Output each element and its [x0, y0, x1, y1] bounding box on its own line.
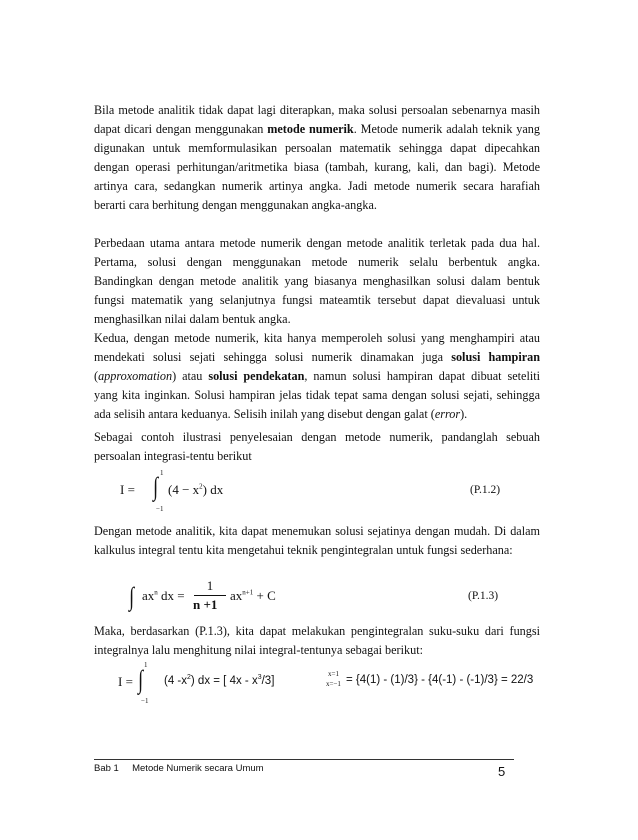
page-number: 5	[498, 764, 506, 779]
paragraph-6: Maka, berdasarkan (P.1.3), kita dapat melakukan pengintegralan suku-suku dari fungsi integralnya lalu menghitung nilai integral-tentunya sebagai berikut:	[94, 624, 540, 657]
eq3-lower-limit: −1	[141, 697, 149, 705]
paragraph-5: Dengan metode analitik, kita dapat menemukan solusi sejatinya dengan mudah. Di dalam kalkulus integral tentu kita mengetahui teknik pengintegralan untuk fungsi sederhana:	[94, 524, 540, 557]
eq1-lhs: I =	[120, 482, 135, 497]
paragraph-3-italic-1: approxomation	[98, 369, 173, 383]
eq2-lhs	[142, 588, 185, 604]
eq3-result: = {4(1) - (1)/3} - {4(-1) - (-1)/3} = 22/3	[346, 674, 534, 686]
fraction-bar	[194, 595, 226, 596]
eq3-eval-upper: x=1	[328, 670, 339, 678]
footer-divider	[94, 759, 514, 760]
eq3-body	[164, 674, 274, 687]
eq2-lhs-a: ax	[142, 588, 155, 603]
eq3-exponent-a: 2	[187, 674, 191, 681]
paragraph-1-bold: metode numerik	[267, 122, 354, 136]
eq3-part-b: ) dx = [ 4x - x	[190, 674, 258, 687]
integral-sign-icon: ∫	[138, 665, 144, 694]
paragraph-2: Perbedaan utama antara metode numerik dengan metode analitik terletak pada dua hal. Pertama, solusi dengan menggunakan metode numerik selalu berbentuk angka. Bandingkan dengan metode analitik yang biasanya menghasilkan solusi dalam bentuk fungsi matematik yang selanjutnya fungsi mateamtik tersebut dapat dievaluasi untuk menghasilkan nilai dalam bentuk angka.	[94, 236, 540, 326]
paragraph-1-text-a: Bila metode analitik tidak dapat lagi diterapkan, maka solusi persoalan sebenarnya masih dapat dicari dengan menggunakan	[94, 103, 540, 136]
eq2-fraction-numerator: 1	[206, 578, 214, 593]
eq1-integrand-a: (4 − x	[168, 482, 200, 497]
eq2-rhs-b: + C	[256, 588, 276, 603]
paragraph-3-bold-1: solusi hampiran	[451, 350, 540, 364]
paragraph-3-bold-2: solusi pendekatan	[208, 369, 305, 383]
eq1-integrand-b: ) dx	[202, 482, 224, 497]
paragraph-3-text-a: Kedua, dengan metode numerik, kita hanya memperoleh solusi yang menghampiri atau mendekati solusi sejati sehingga solusi numerik dinamakan juga	[94, 331, 540, 364]
eq3-upper-limit: 1	[144, 661, 148, 669]
eq3-part-c: /3]	[261, 674, 275, 687]
eq3-part-a: (4 -x	[164, 674, 187, 687]
paragraph-1-text-b: . Metode numerik adalah teknik yang digunakan untuk memformulasikan persoalan matematik sehingga dapat dipecahkan dengan operasi perhitungan/aritmetika biasa (tambah, kurang, kali, dan bagi). Metode artinya cara, sedangkan numerik artinya angka. Jadi metode numerik secara harafiah berarti cara berhitung dengan menggunakan angka-angka.	[94, 122, 540, 212]
footer	[94, 763, 514, 774]
eq1-integrand	[168, 482, 223, 498]
paragraph-3-italic-2: error	[434, 407, 461, 421]
eq2-rhs-exponent: n+1	[242, 588, 254, 597]
footer-title: Metode Numerik secara Umum	[132, 763, 264, 774]
eq3-eval-lower: x=−1	[326, 680, 341, 688]
eq2-fraction-denominator: n +1	[193, 597, 218, 612]
integral-sign-icon: ∫	[153, 472, 159, 501]
paragraph-3-text-c: ) atau	[172, 369, 209, 383]
eq1-exponent: 2	[199, 482, 203, 491]
integral-sign-icon: ∫	[129, 582, 135, 611]
eq2-rhs	[230, 588, 276, 604]
eq2-rhs-a: ax	[230, 588, 243, 603]
paragraph-1	[94, 101, 540, 215]
paragraph-4: Sebagai contoh ilustrasi penyelesaian dengan metode numerik, pandanglah sebuah persoalan integrasi-tentu berikut	[94, 430, 540, 463]
paragraph-3-text-e: ).	[460, 407, 468, 421]
eq1-label: (P.1.2)	[470, 484, 501, 496]
eq2-lhs-b: dx =	[161, 588, 185, 603]
paragraph-3	[94, 329, 540, 424]
eq2-label: (P.1.3)	[468, 590, 499, 602]
eq3-lhs: I =	[118, 674, 133, 689]
eq1-lower-limit: −1	[156, 505, 164, 513]
eq1-upper-limit: 1	[160, 469, 164, 477]
footer-chapter: Bab 1	[94, 763, 119, 774]
paragraph-3-text-d: , namun solusi hampiran dapat dibuat seteliti yang kita inginkan. Solusi hampiran jelas tidak tepat sama dengan solusi sejati, sehingga ada selisih antara keduanya. Selisih inilah yang disebut dengan galat (	[94, 369, 540, 421]
eq2-lhs-exponent: n	[154, 588, 158, 597]
eq3-exponent-b: 3	[257, 674, 262, 681]
paragraph-3-text-b: (	[94, 369, 99, 383]
